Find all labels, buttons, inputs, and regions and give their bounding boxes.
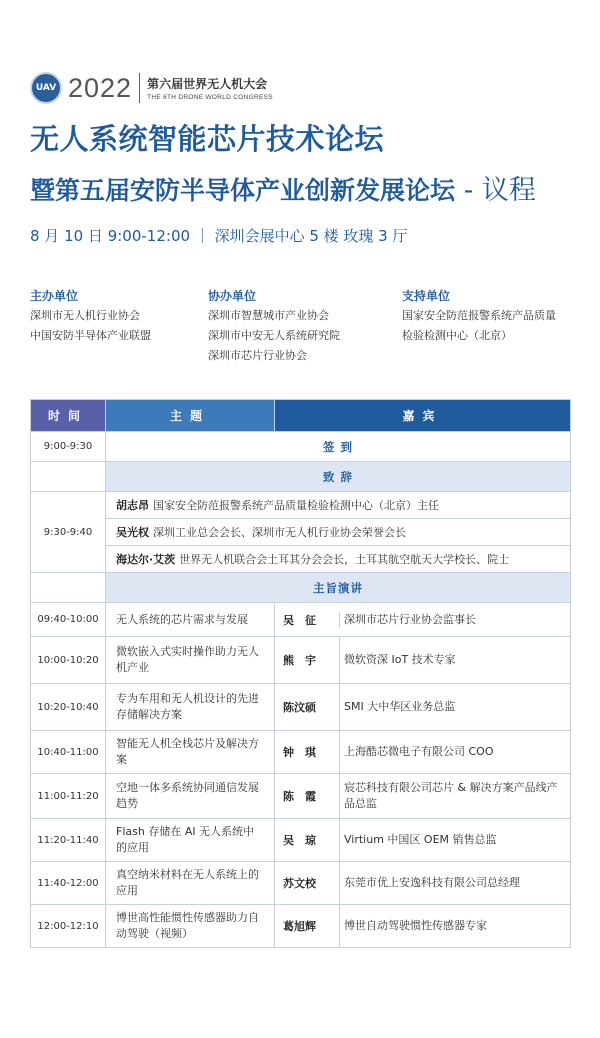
speech-row	[31, 546, 571, 573]
talk-speaker-name: 吴 征	[275, 612, 340, 628]
speech-row	[31, 492, 571, 519]
speaker-name: 吴光权	[116, 526, 149, 539]
talk-speaker-role: Virtium 中国区 OEM 销售总监	[344, 833, 497, 846]
support-label: 支持单位	[402, 289, 451, 303]
talk-row	[31, 862, 571, 905]
speech-item	[106, 519, 571, 546]
guest-inner	[275, 684, 570, 730]
talk-speaker-name: 熊 宇	[275, 637, 340, 683]
speaker-role: 世界无人机联合会土耳其分会会长，土耳其航空航天大学校长、院士	[179, 553, 510, 566]
talk-speaker-name: 钟 琪	[275, 731, 340, 773]
congress-header	[30, 68, 273, 108]
talk-row	[31, 684, 571, 731]
guest-inner	[275, 862, 570, 904]
talk-speaker-role: 深圳市芯片行业协会监事长	[344, 612, 476, 626]
talk-guest	[275, 684, 571, 731]
forum-subtitle	[30, 168, 536, 207]
forum-title: 无人系统智能芯片技术论坛	[30, 122, 385, 156]
congress-logo-icon: UAV	[30, 72, 62, 104]
table-header-row	[31, 400, 571, 432]
speech-band: 致 辞	[106, 462, 571, 492]
talk-guest	[275, 862, 571, 905]
talk-speaker-role: 微软资深 IoT 技术专家	[344, 653, 456, 666]
guest-inner	[275, 637, 570, 683]
co-host-organizers	[208, 287, 340, 366]
logo-divider	[139, 73, 140, 103]
talk-time: 10:00-10:20	[31, 637, 106, 684]
date-venue: 8 月 10 日 9:00-12:00 ｜ 深圳会展中心 5 楼 玫瑰 3 厅	[30, 227, 408, 245]
speaker-role: 深圳工业总会会长、深圳市无人机行业协会荣誉会长	[153, 526, 406, 539]
talk-speaker-name: 吴 琼	[275, 819, 340, 861]
host-item: 深圳市无人机行业协会	[30, 309, 140, 322]
support-organizers	[402, 287, 556, 346]
speech-item	[106, 546, 571, 573]
talk-row	[31, 774, 571, 819]
talk-topic: 空地一体多系统协同通信发展趋势	[106, 774, 275, 819]
talk-guest	[275, 774, 571, 819]
speech-band-row	[31, 462, 571, 492]
host-organizers	[30, 287, 151, 346]
speech-time: 9:30-9:40	[31, 492, 106, 573]
talk-topic: 微软嵌入式实时操作助力无人机产业	[106, 637, 275, 684]
speaker-role: 国家安全防范报警系统产品质量检验检测中心（北京）主任	[153, 499, 439, 512]
talk-row	[31, 905, 571, 948]
talk-time: 10:40-11:00	[31, 731, 106, 774]
talk-guest	[275, 905, 571, 948]
talk-topic: 专为车用和无人机设计的先进存储解决方案	[106, 684, 275, 731]
talk-guest	[275, 637, 571, 684]
speech-row	[31, 519, 571, 546]
talk-time: 11:40-12:00	[31, 862, 106, 905]
header-time: 时间	[31, 400, 106, 432]
signin-time: 9:00-9:30	[31, 432, 106, 462]
talk-row	[31, 603, 571, 637]
talk-time: 09:40-10:00	[31, 603, 106, 637]
signin-label: 签 到	[106, 432, 571, 462]
talk-row	[31, 637, 571, 684]
header-topic: 主题	[106, 400, 275, 432]
talk-guest	[275, 603, 571, 637]
talk-time: 11:00-11:20	[31, 774, 106, 819]
agenda-table	[30, 399, 571, 948]
congress-year: 2022	[68, 72, 133, 103]
host-label: 主办单位	[30, 289, 79, 303]
talk-speaker-role: 上海酷芯微电子有限公司 COO	[344, 745, 494, 758]
keynote-band-empty	[31, 573, 106, 603]
speaker-name: 海达尔·艾茨	[116, 553, 176, 566]
talk-speaker-role: 宸芯科技有限公司芯片 & 解决方案产品线产品总监	[344, 781, 558, 810]
talk-speaker-role: 博世自动驾驶惯性传感器专家	[344, 919, 487, 932]
talk-time: 10:20-10:40	[31, 684, 106, 731]
talk-speaker-name: 陈汶硕	[275, 684, 340, 730]
talk-topic: 博世高性能惯性传感器助力自动驾驶（视频）	[106, 905, 275, 948]
talk-speaker-role: 东莞市优上安逸科技有限公司总经理	[344, 876, 520, 889]
congress-name-cn: 第六届世界无人机大会	[147, 77, 268, 91]
signin-row	[31, 432, 571, 462]
talk-speaker-name: 葛旭辉	[275, 905, 340, 947]
congress-name-en: THE 6TH DRONE WORLD CONGRESS	[147, 94, 273, 101]
talk-row	[31, 819, 571, 862]
talk-speaker-role: SMI 大中华区业务总监	[344, 700, 456, 713]
guest-inner	[275, 905, 570, 947]
talk-guest	[275, 731, 571, 774]
talk-topic: 真空纳米材料在无人系统上的应用	[106, 862, 275, 905]
talk-time: 11:20-11:40	[31, 819, 106, 862]
keynote-band: 主旨演讲	[106, 573, 571, 603]
talk-row	[31, 731, 571, 774]
forum-subtitle-text: 暨第五届安防半导体产业创新发展论坛	[30, 176, 456, 205]
keynote-band-row	[31, 573, 571, 603]
co-host-item: 深圳市芯片行业协会	[208, 349, 307, 362]
co-host-item: 深圳市智慧城市产业协会	[208, 309, 329, 322]
speech-band-empty	[31, 462, 106, 492]
guest-inner	[275, 612, 570, 628]
talk-topic: Flash 存储在 AI 无人系统中的应用	[106, 819, 275, 862]
support-item: 检验检测中心（北京）	[402, 329, 512, 342]
congress-name	[147, 75, 273, 101]
guest-inner	[275, 819, 570, 861]
talk-guest	[275, 819, 571, 862]
co-host-label: 协办单位	[208, 289, 257, 303]
agenda-suffix: - 议程	[455, 175, 536, 206]
talk-topic: 无人系统的芯片需求与发展	[106, 603, 275, 637]
talk-speaker-name: 陈 霞	[275, 774, 340, 818]
speech-item	[106, 492, 571, 519]
support-item: 国家安全防范报警系统产品质量	[402, 309, 556, 322]
talk-time: 12:00-12:10	[31, 905, 106, 948]
guest-inner	[275, 731, 570, 773]
speaker-name: 胡志昂	[116, 499, 149, 512]
talk-topic: 智能无人机全栈芯片及解决方案	[106, 731, 275, 774]
guest-inner	[275, 774, 570, 818]
talk-speaker-name: 苏文校	[275, 862, 340, 904]
header-guest: 嘉宾	[275, 400, 571, 432]
co-host-item: 深圳市中安无人系统研究院	[208, 329, 340, 342]
host-item: 中国安防半导体产业联盟	[30, 329, 151, 342]
